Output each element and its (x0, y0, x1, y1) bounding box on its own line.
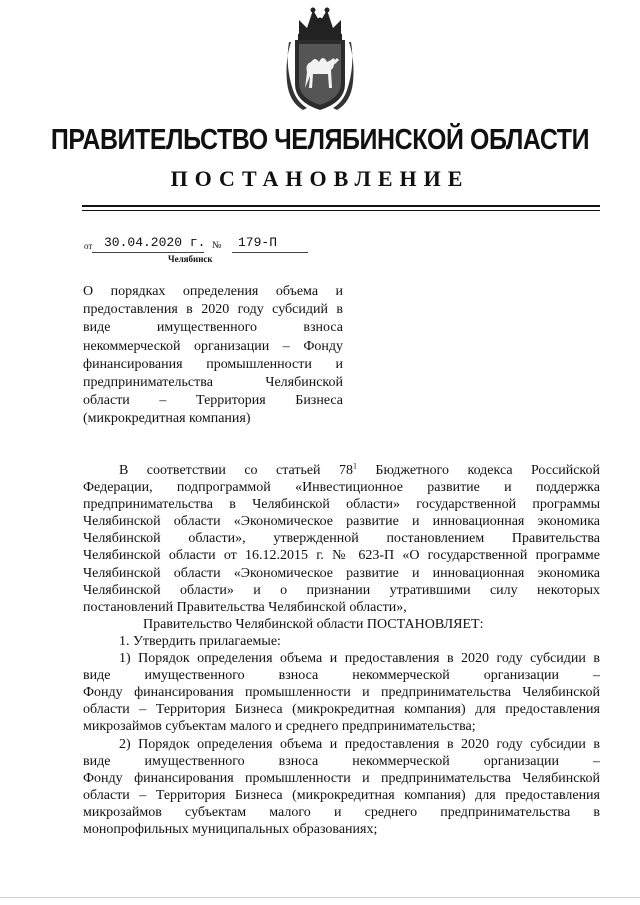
subject-line: (микрокредитная компания) (83, 411, 251, 427)
header-rule-thick (82, 205, 600, 207)
subject-line: области – Территория Бизнеса (83, 393, 343, 409)
body-line: Челябинской области «Экономическое развитие и инновационная экономика (83, 565, 600, 581)
body-line: Челябинской области», утвержденной постановлением Правительства (83, 531, 600, 547)
body-line: Челябинской области «Экономическое развитие и инновационная экономика (83, 514, 600, 530)
item-2-line: микрозаймов субъектам малого и среднего предпринимательства в (83, 804, 600, 820)
document-date: 30.04.2020 г. (104, 235, 206, 250)
coat-of-arms-icon (285, 6, 355, 112)
subject-line: предпринимательства Челябинской (83, 374, 343, 390)
body-line: постановлений Правительства Челябинской области», (83, 599, 407, 615)
item-1-line: области – Территория Бизнеса (микрокредитная компания) для предоставления (83, 702, 600, 718)
item-2-line: Фонду финансирования промышленности и предпринимательства Челябинской (83, 770, 600, 786)
date-underline (92, 252, 204, 253)
body-line: Федерации, подпрограммой «Инвестиционное развитие и поддержка (83, 480, 600, 496)
item-1-line: 1) Порядок определения объема и предоставления в 2020 году субсидии в (119, 651, 600, 667)
item-2-line: 2) Порядок определения объема и предоставления в 2020 году субсидии в (119, 736, 600, 752)
item-1-line: Фонду финансирования промышленности и предпринимательства Челябинской (83, 685, 600, 701)
subject-line: виде имущественного взноса (83, 320, 343, 336)
body-line: 1. Утвердить прилагаемые: (119, 633, 281, 649)
page-bottom-edge (0, 897, 640, 898)
government-title: ПРАВИТЕЛЬСТВО ЧЕЛЯБИНСКОЙ ОБЛАСТИ (50, 124, 590, 156)
subject-line: О порядках определения объема и (83, 284, 343, 299)
item-1-line: виде имущественного взноса некоммерческой организации – (83, 668, 600, 684)
document-number: 179-П (238, 235, 278, 250)
subject-line: финансирования промышленности и (83, 356, 343, 372)
body-line: Правительство Челябинской области ПОСТАНОВЛЯЕТ: (143, 616, 484, 632)
item-1-line: микрозаймов субъектам малого и среднего предпринимательства; (83, 719, 476, 735)
from-label: от (84, 241, 93, 251)
item-2-line: монопрофильных муниципальных образованиях; (83, 821, 378, 837)
body-line: Челябинской области» и о признании утратившими силу некоторых (83, 582, 600, 598)
number-label: № (212, 240, 222, 251)
document-subject (83, 283, 343, 429)
footnote-superscript: 1 (352, 461, 357, 471)
body-line: Челябинской области от 16.12.2015 г. № 623-П «О государственной программе (83, 548, 600, 564)
body-line: предпринимательства в Челябинской области» государственной программы (83, 497, 600, 513)
subject-line: некоммерческой организации – Фонду (83, 338, 343, 354)
header-rule-thin (82, 210, 600, 211)
item-2-line: виде имущественного взноса некоммерческой организации – (83, 753, 600, 769)
subject-line: предоставления в 2020 году субсидий в (83, 302, 343, 318)
city: Челябинск (168, 254, 213, 264)
body-line: В соответствии со статьей $78^1$ Бюджетного кодекса Российской (119, 461, 600, 478)
document-body (83, 462, 600, 838)
item-2-line: области – Территория Бизнеса (микрокредитная компания) для предоставления (83, 787, 600, 803)
document-type: ПОСТАНОВЛЕНИЕ (170, 166, 470, 191)
number-underline (232, 252, 308, 253)
